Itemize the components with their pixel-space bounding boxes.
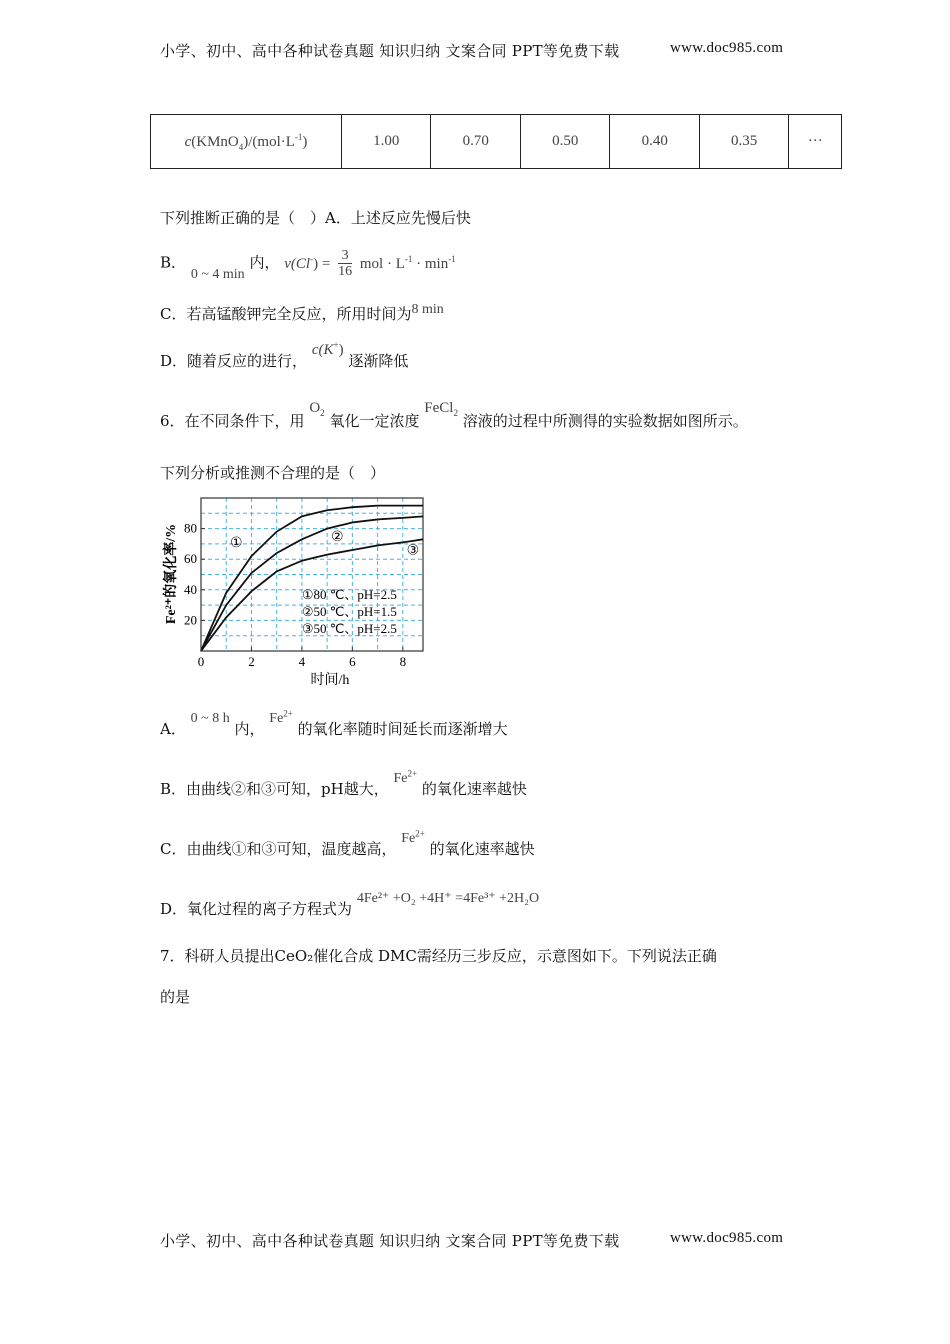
x-tick-label: 4 <box>298 654 306 669</box>
table-row <box>151 115 842 169</box>
table-header-cell <box>151 115 342 169</box>
d-text: D．氧化过程的离子方程式为 <box>160 900 353 918</box>
q6-stem-a: 6．在不同条件下，用 <box>160 412 305 430</box>
a-range: 0 ~ 8 h <box>190 711 230 726</box>
fecl-sub: 2 <box>453 408 458 418</box>
header-url[interactable]: www.doc985.com <box>670 40 784 56</box>
a-mid: 内， <box>234 720 265 738</box>
q5-option-b <box>160 248 456 282</box>
fe-sup: 2+ <box>283 708 293 719</box>
label-sub: 4 <box>238 141 244 152</box>
b-v: v(Cl <box>284 255 311 272</box>
x-tick-label: 2 <box>248 654 255 669</box>
b-v-sup: - <box>310 253 314 264</box>
table-cell: 0.40 <box>610 115 699 169</box>
fe: Fe <box>401 831 416 846</box>
c-value: 8 min <box>411 302 444 317</box>
header-text: 小学、初中、高中各种试卷真题 知识归纳 文案合同 PPT等免费下载 <box>160 42 620 60</box>
q6-stem <box>160 400 748 432</box>
fe-sup: 2+ <box>415 828 425 839</box>
b-mid: 内， <box>249 253 280 272</box>
d-end: 逐渐降低 <box>348 352 409 370</box>
x-tick-label: 6 <box>349 654 356 669</box>
c-text: C．若高锰酸钾完全反应，所用时间为 <box>160 305 412 323</box>
fraction-denominator: 16 <box>338 264 353 279</box>
footer-text: 小学、初中、高中各种试卷真题 知识归纳 文案合同 PPT等免费下载 <box>160 1232 620 1250</box>
q6-option-a <box>160 708 508 739</box>
y-tick-label: 60 <box>184 551 197 567</box>
table-cell: 0.35 <box>699 115 788 169</box>
curve-marker-3: ③ <box>406 542 420 559</box>
q7-line2: 的是 <box>160 988 191 1006</box>
label-unit: )/(mol·L <box>243 133 295 150</box>
y-tick-label: 20 <box>184 612 197 628</box>
table-cell: 0.50 <box>520 115 609 169</box>
q6-option-c <box>160 828 535 859</box>
label-unit-close: ) <box>302 133 308 150</box>
b-v-close: ) = <box>313 255 331 272</box>
chart-legend <box>302 587 397 636</box>
label-main: (KMnO <box>191 133 239 150</box>
b-text: B．由曲线②和③可知，pH越大， <box>160 780 389 798</box>
c-text: C．由曲线①和③可知，温度越高， <box>160 840 397 858</box>
fraction <box>338 248 352 279</box>
a-end: 的氧化率随时间延长而逐渐增大 <box>297 720 508 738</box>
b-unit: mol · L <box>359 255 405 272</box>
footer-url[interactable]: www.doc985.com <box>670 1230 784 1246</box>
curve-marker-1: ① <box>230 534 243 551</box>
o2: O <box>309 400 321 416</box>
oxidation-rate-chart <box>155 492 445 697</box>
q5-stem: 下列推断正确的是（ ）A．上述反应先慢后快 <box>160 209 471 227</box>
q6-stem-c: 溶液的过程中所测得的实验数据如图所示。 <box>462 412 748 430</box>
concentration-table <box>150 114 842 169</box>
legend-entry-1: ①80 ℃、pH=2.5 <box>301 586 397 602</box>
table-cell: 0.70 <box>431 115 520 169</box>
d-text: D．随着反应的进行， <box>160 352 308 370</box>
fraction-numerator: 3 <box>338 248 352 264</box>
table-cell: 1.00 <box>342 115 431 169</box>
q7-line1: 7．科研人员提出CeO₂催化合成 DMC需经历三步反应，示意图如下。下列说法正确 <box>160 947 717 965</box>
fe: Fe <box>269 711 284 726</box>
x-tick-label: 8 <box>399 654 407 669</box>
d-math-sup: + <box>333 340 339 350</box>
b-end: 的氧化速率越快 <box>421 780 527 798</box>
b-unit-sup2: -1 <box>448 253 456 264</box>
q6-stem-b: 氧化一定浓度 <box>329 412 420 430</box>
y-tick-label: 40 <box>184 581 197 597</box>
option-label: B． <box>160 253 187 272</box>
q5-option-c <box>160 303 444 324</box>
fe-sup: 2+ <box>407 768 418 779</box>
b-unit-sup: -1 <box>404 253 413 264</box>
label-c: c <box>184 133 192 150</box>
x-axis-label: 时间/h <box>310 673 350 688</box>
q6-option-d <box>160 891 540 919</box>
c-end: 的氧化速率越快 <box>429 840 535 858</box>
q6-option-b <box>160 768 527 799</box>
x-tick-label: 0 <box>197 654 205 669</box>
table-cell: ··· <box>789 115 842 169</box>
d-math: c(K <box>311 342 334 358</box>
b-range: 0 ~ 4 min <box>190 266 245 282</box>
curve-marker-2: ② <box>330 528 344 545</box>
q6-sub-stem: 下列分析或推测不合理的是（ ） <box>160 464 386 482</box>
fecl: FeCl <box>424 400 454 416</box>
y-tick-label: 80 <box>184 520 197 536</box>
page-header <box>160 40 800 61</box>
o2-sub: 2 <box>320 408 325 418</box>
option-label: A． <box>160 720 186 738</box>
fe: Fe <box>393 771 408 786</box>
page-footer <box>160 1230 800 1251</box>
legend-entry-3: ③50 ℃、pH=2.5 <box>301 620 397 636</box>
legend-entry-2: ②50 ℃、pH=1.5 <box>301 603 397 619</box>
ionic-equation: 4Fe²⁺ +O₂ +4H⁺ =4Fe³⁺ +2H₂O <box>356 891 540 906</box>
b-unit-mid: · min <box>412 255 449 272</box>
label-unit-sup: -1 <box>294 131 303 142</box>
d-math-close: ) <box>338 342 344 358</box>
q5-option-d <box>160 340 409 371</box>
y-axis-label: Fe²⁺的氧化率/% <box>164 523 179 625</box>
